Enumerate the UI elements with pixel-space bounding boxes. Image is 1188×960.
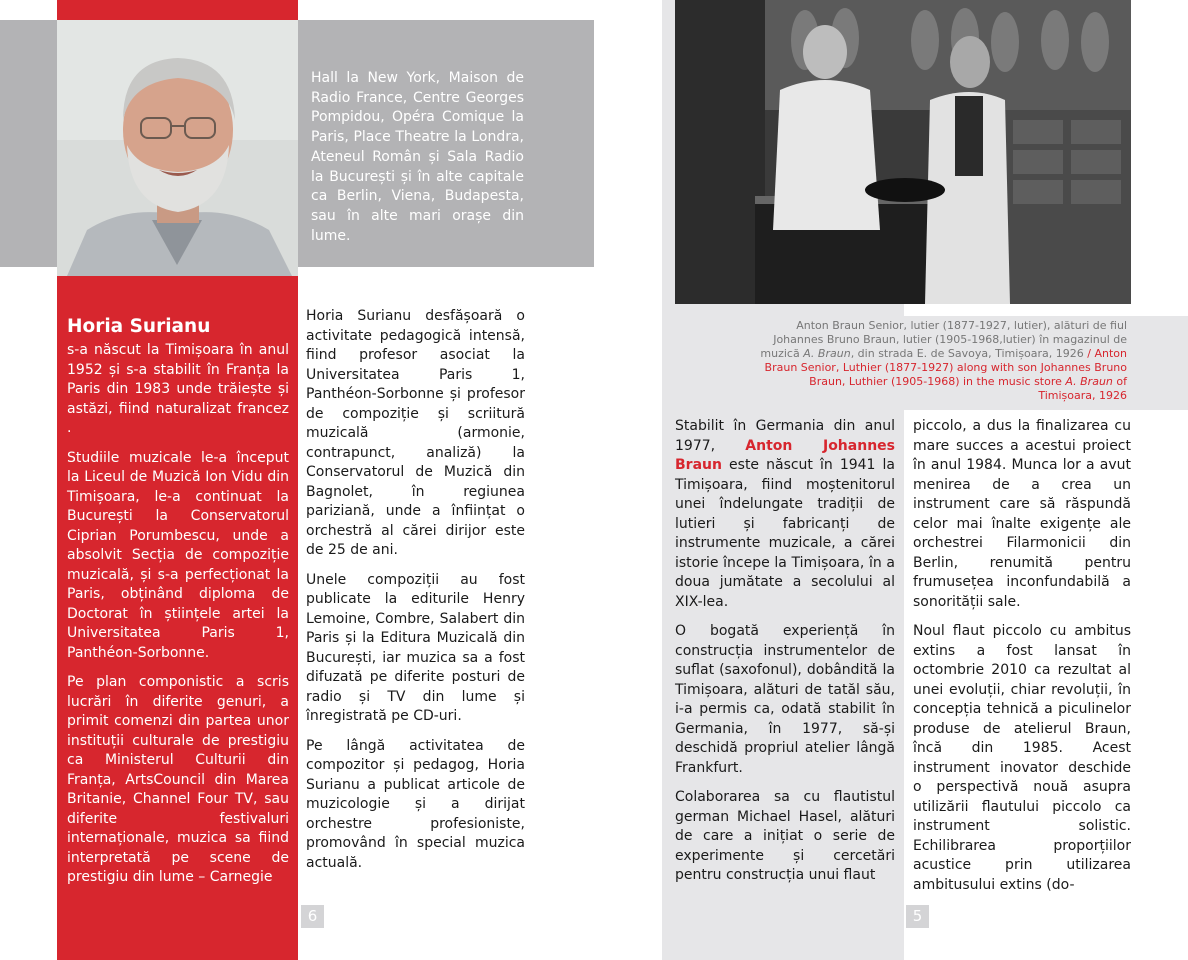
bio-paragraph: Pe lângă activitatea de compozitor și pedagog, Horia Surianu a publicat articole de muzicologie și a dirijat orchestre profesioniste, promovând în special muzica actuală. (306, 737, 525, 871)
article-paragraph: Colaborarea sa cu flautistul german Michael Hasel, alături de care a inițiat o serie de experimente și cercetări pentru construcția unui flaut (675, 789, 895, 883)
article-paragraph (675, 417, 895, 612)
person-name-heading: Horia Surianu (67, 316, 211, 337)
highlighted-name: Anton Johannes Braun (675, 437, 895, 473)
article-column-right (913, 417, 1131, 905)
page-number: 6 (301, 905, 324, 928)
bio-paragraph: Horia Surianu desfășoară o activitate pedagogică intensă, fiind profesor asociat la Universitatea Paris 1, Panthéon-Sorbonne și profesor de compoziție și scriitură muzicală (armonie, contrapunct, analiză) la Conservatorul de Muzică din Bagnolet, în regiunea pariziană, unde a înființat o orchestră al cărei dirijor este de 25 de ani. (306, 308, 525, 558)
caption-en-end: of Timișoara, 1926 (1038, 375, 1127, 402)
portrait-photo-horia-surianu (57, 20, 298, 276)
article-paragraph: Noul flaut piccolo cu ambitus extins a fost lansat în octombrie 2010 ca rezultat al unei evoluții, chiar revoluții, în concepția tehnică a piculinelor produse de atelierul Braun, încă din 1985. Acest instrument inovator deschide o perspectivă nouă asupra utilizării flautului piccolo ca instrument solistic. Echilibrarea proporțiilor acustice prin utilizarea ambitusului extins (do- (913, 623, 1131, 893)
photo-caption (752, 319, 1127, 403)
p1-rest: este născut în 1941 la Timișoara, fiind moștenitorul unei îndelungate tradiții de lutieri și fabricanți de instrumente muzicale, a cărei istorie începe la Timișoara, în a doua jumătate a secolului al XIX-lea. (675, 457, 895, 610)
hall-continuation-paragraph: Hall la New York, Maison de Radio France, Centre Georges Pompidou, Opéra Comique la Paris, Place Theatre la Londra, Ateneul Român și Sala Radio la București și în alte capitale ca Berlin, Viena, Budapesta, sau în alte mari orașe din lume. (311, 70, 524, 244)
biography-red-column (67, 341, 289, 898)
biography-middle-column (306, 307, 525, 883)
article-paragraph: piccolo, a dus la finalizarea cu mare succes a acestui proiect în anul 1984. Munca lor a avut menirea de a crea un instrument care să răspundă celor mai înalte exigențe ale orchestrei Filarmonicii din Berlin, renumită pentru frumusețea inconfundabilă a sonorității sale. (913, 418, 1131, 610)
caption-ro-end: , din strada E. de Savoya, Timișoara, 1926 (850, 347, 1084, 360)
caption-separator: / (1083, 347, 1095, 360)
p1-intro: Stabilit în Germania din anul 1977, (675, 418, 895, 454)
article-paragraph: O bogată experiență în construcția instrumentelor de suflat (saxofonul), dobândită la Timișoara, alături de tatăl său, i-a permis ca, odată stabilit în Germania, în 1977, să-și deschidă propriul atelier lângă Frankfurt. (675, 623, 895, 776)
article-column-left (675, 417, 895, 896)
bio-paragraph: Unele compoziții au fost publicate la editurile Henry Lemoine, Combre, Salabert din Paris și la Editura Muzicală din București, iar muzica sa a fost difuzată pe diferite posturi de radio și TV din lume și înregistrată pe CD-uri. (306, 571, 525, 724)
caption-en: Anton Braun Senior, Luthier (1877-1927) along with son Johannes Bruno Braun, Luthier (1905-1968) in the music store (764, 347, 1127, 388)
page-number: 5 (906, 905, 929, 928)
bio-paragraph: Pe plan componistic a scris lucrări în diferite genuri, a primit comenzi din partea unor instituții culturale de prestigiu ca Ministerul Culturii din Franța, ArtsCouncil din Marea Britanie, Channel Four TV, sau diferite festivaluri internaționale, muzica sa fiind interpretată pe scene de prestigiu din lume – Carnegie (67, 674, 289, 885)
bio-paragraph: s-a născut la Timișoara în anul 1952 și s-a stabilit în Franța la Paris din 1983 unde trăiește și astăzi, fiind naturalizat francez . (67, 342, 289, 436)
caption-store-name: A. Braun (803, 347, 851, 360)
bio-paragraph: Studiile muzicale le-a început la Liceul de Muzică Ion Vidu din Timișoara, le-a continuat la București la Conservatorul Ciprian Porumbescu, unde a absolvit Secția de compoziție muzicală, și s-a perfecționat la Paris, obținând diploma de Doctorat în științele artei la Universitatea Paris 1, Panthéon-Sorbonne. (67, 449, 289, 661)
caption-ro: Anton Braun Senior, lutier (1877-1927, lutier), alături de fiul Johannes Bruno Braun, lutier (1905-1968,lutier) în magazinul de muzică (760, 319, 1127, 360)
caption-store-name-en: A. Braun (1065, 375, 1113, 388)
historic-photo-braun-workshop (675, 0, 1131, 304)
